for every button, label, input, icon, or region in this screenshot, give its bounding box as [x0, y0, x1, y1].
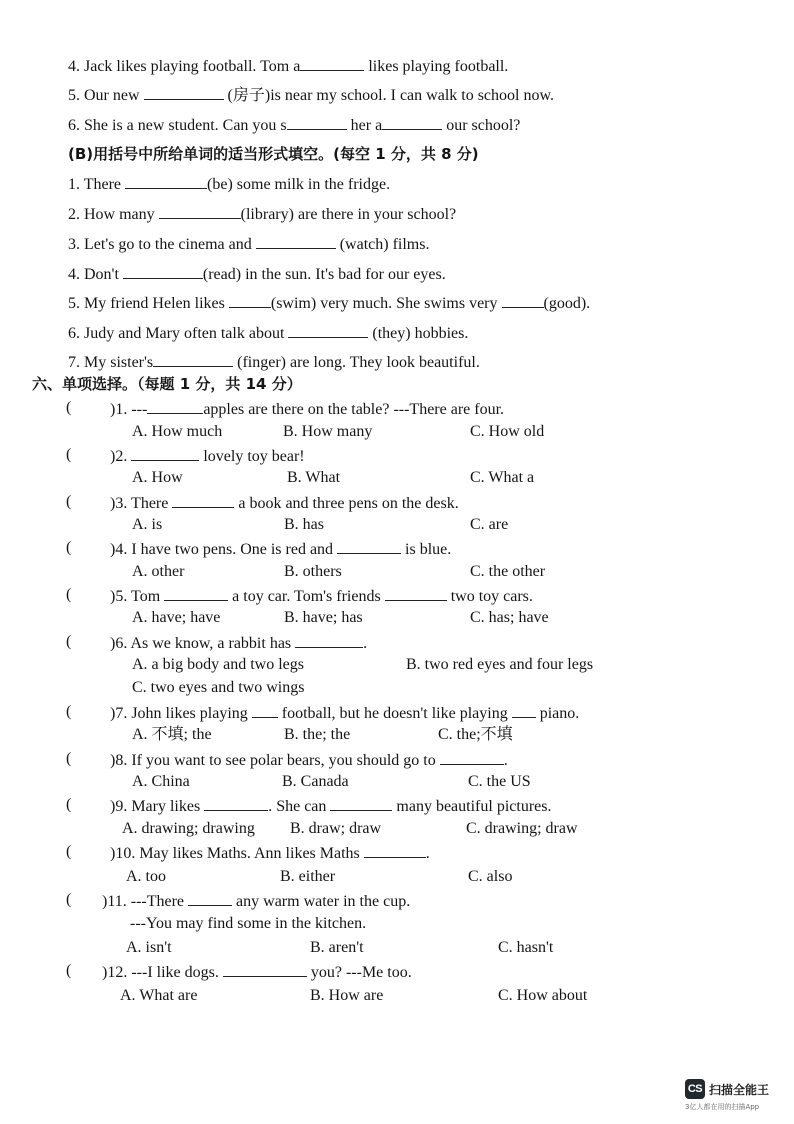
question-text: piano.: [535, 705, 580, 722]
answer-blank: [385, 585, 447, 601]
question-text: . She can: [268, 798, 331, 815]
question-2: [110, 445, 305, 467]
answer-blank: [188, 890, 232, 906]
question-12: [102, 961, 412, 983]
item-text: 4. Jack likes playing football. Tom a: [68, 58, 301, 75]
question-text: .: [363, 635, 368, 652]
answer-paren[interactable]: (: [66, 843, 72, 860]
answer-paren[interactable]: (: [66, 493, 72, 510]
option-b[interactable]: B. How many: [283, 423, 373, 440]
option-b[interactable]: B. draw; draw: [290, 820, 382, 837]
option-b[interactable]: B. What: [287, 469, 341, 486]
question-text: )9. Mary likes: [110, 798, 205, 815]
answer-blank: [295, 632, 363, 648]
part-b-heading: (B)用括号中所给单词的适当形式填空。(每空 1 分，共 8 分): [68, 145, 479, 163]
question-text: many beautiful pictures.: [392, 798, 552, 815]
answer-paren[interactable]: (: [66, 399, 72, 416]
option-c[interactable]: C. hasn't: [498, 939, 554, 956]
item-text: 5. My friend Helen likes: [68, 295, 229, 312]
part-b-item-4: [68, 263, 446, 285]
item-text: (swim) very much. She swims very: [270, 295, 502, 312]
question-text: you? ---Me too.: [306, 964, 412, 981]
item-text: (watch) films.: [335, 236, 430, 253]
option-a[interactable]: A. What are: [120, 987, 198, 1004]
question-text: a toy car. Tom's friends: [228, 588, 385, 605]
question-text: any warm water in the cup.: [232, 893, 411, 910]
option-a[interactable]: A. isn't: [126, 939, 172, 956]
answer-blank: [440, 749, 504, 765]
item-text: (finger) are long. They look beautiful.: [233, 354, 480, 371]
question-text: apples are there on the table? ---There are four.: [203, 401, 505, 418]
question-5: [110, 585, 533, 607]
option-b[interactable]: B. have; has: [284, 609, 363, 626]
answer-blank[interactable]: [288, 322, 368, 338]
option-b[interactable]: B. the; the: [284, 726, 351, 743]
option-c[interactable]: C. has; have: [470, 609, 549, 626]
part-b-item-6: [68, 322, 468, 344]
question-text: .: [425, 845, 430, 862]
answer-blank: [512, 702, 536, 718]
part-b-item-3: [68, 233, 429, 255]
item-text: 6. Judy and Mary often talk about: [68, 325, 289, 342]
item-text: (good).: [543, 295, 591, 312]
answer-blank[interactable]: [382, 114, 442, 130]
item-text: 2. How many: [68, 206, 159, 223]
option-b[interactable]: B. others: [284, 563, 342, 580]
answer-blank: [147, 398, 203, 414]
scanner-watermark: [685, 1079, 769, 1099]
option-a[interactable]: A. have; have: [132, 609, 221, 626]
question-8: [110, 749, 508, 771]
part-b-item-7: [68, 351, 480, 373]
question-text: )1. ---: [110, 401, 148, 418]
question-text: .: [503, 752, 508, 769]
question-7: [110, 702, 579, 724]
part-a-item-6: [68, 114, 520, 136]
answer-blank: [223, 961, 307, 977]
question-text: )3. There: [110, 495, 173, 512]
question-text: )5. Tom: [110, 588, 165, 605]
answer-blank: [131, 445, 199, 461]
item-text: 3. Let's go to the cinema and: [68, 236, 256, 253]
part-b-item-2: [68, 203, 456, 225]
item-text: 7. My sister's: [68, 354, 154, 371]
item-text: (be) some milk in the fridge.: [207, 176, 391, 193]
option-b[interactable]: B. How are: [310, 987, 384, 1004]
option-b[interactable]: B. two red eyes and four legs: [406, 656, 594, 673]
answer-paren[interactable]: (: [66, 446, 72, 463]
answer-blank: [252, 702, 278, 718]
item-text: (they) hobbies.: [368, 325, 469, 342]
answer-blank: [330, 795, 392, 811]
item-text: our school?: [442, 117, 521, 134]
answer-paren[interactable]: (: [66, 633, 72, 650]
question-text: is blue.: [401, 541, 452, 558]
section-6-heading: 六、单项选择。（每题 1 分，共 14 分）: [32, 375, 302, 393]
option-a[interactable]: A. China: [132, 773, 190, 790]
answer-blank[interactable]: [256, 233, 336, 249]
question-text: )2.: [110, 448, 132, 465]
option-a[interactable]: A. How: [132, 469, 183, 486]
option-b[interactable]: B. aren't: [310, 939, 364, 956]
item-text: her a: [346, 117, 383, 134]
option-a[interactable]: A. other: [132, 563, 185, 580]
option-c[interactable]: C. the other: [470, 563, 546, 580]
answer-blank[interactable]: [502, 292, 544, 308]
item-text: (房子)is near my school. I can walk to school now.: [223, 87, 554, 104]
answer-paren[interactable]: (: [66, 962, 72, 979]
answer-blank: [364, 842, 426, 858]
answer-blank[interactable]: [159, 203, 241, 219]
item-text: 6. She is a new student. Can you s: [68, 117, 287, 134]
answer-blank[interactable]: [144, 84, 224, 100]
answer-paren[interactable]: (: [66, 539, 72, 556]
option-c[interactable]: C. the;不填: [438, 726, 513, 743]
option-c[interactable]: C. are: [470, 516, 509, 533]
option-b[interactable]: B. either: [280, 868, 336, 885]
answer-blank[interactable]: [300, 55, 364, 71]
option-a[interactable]: A. drawing; drawing: [122, 820, 255, 837]
answer-blank: [337, 538, 401, 554]
option-c[interactable]: C. How about: [498, 987, 588, 1004]
option-a[interactable]: A. is: [132, 516, 163, 533]
question-text: lovely toy bear!: [199, 448, 305, 465]
question-9: [110, 795, 551, 817]
answer-paren[interactable]: (: [66, 796, 72, 813]
option-c[interactable]: C. the US: [468, 773, 531, 790]
part-a-item-4: [68, 55, 508, 77]
question-1: [110, 398, 504, 420]
answer-blank: [204, 795, 268, 811]
camscanner-logo-icon: CS: [685, 1079, 705, 1099]
answer-paren[interactable]: (: [66, 891, 72, 908]
answer-paren[interactable]: (: [66, 586, 72, 603]
answer-paren[interactable]: (: [66, 703, 72, 720]
answer-blank[interactable]: [123, 263, 203, 279]
watermark-name: 扫描全能王: [709, 1082, 770, 1097]
option-b[interactable]: B. has: [284, 516, 324, 533]
option-a[interactable]: A. a big body and two legs: [132, 656, 304, 673]
option-c[interactable]: C. What a: [470, 469, 535, 486]
question-11: [102, 890, 410, 912]
answer-paren[interactable]: (: [66, 750, 72, 767]
answer-blank[interactable]: [153, 351, 233, 367]
question-text: )6. As we know, a rabbit has: [110, 635, 296, 652]
question-4: [110, 538, 451, 560]
part-b-item-1: [68, 173, 390, 195]
item-text: likes playing football.: [364, 58, 509, 75]
question-3: [110, 492, 459, 514]
watermark-tagline: 3亿人都在用的扫描App: [685, 1103, 760, 1111]
question-text: )10. May likes Maths. Ann likes Maths: [110, 845, 364, 862]
answer-blank: [172, 492, 234, 508]
item-text: (library) are there in your school?: [240, 206, 457, 223]
question-text: a book and three pens on the desk.: [234, 495, 459, 512]
item-text: 5. Our new: [68, 87, 144, 104]
option-c[interactable]: C. also: [468, 868, 513, 885]
option-a[interactable]: A. How much: [132, 423, 223, 440]
option-b[interactable]: B. Canada: [282, 773, 349, 790]
item-text: 1. There: [68, 176, 126, 193]
part-b-item-5: [68, 292, 590, 314]
question-text: )7. John likes playing: [110, 705, 252, 722]
option-c[interactable]: C. How old: [470, 423, 545, 440]
answer-blank[interactable]: [125, 173, 207, 189]
question-text: )12. ---I like dogs.: [102, 964, 223, 981]
question-10: [110, 842, 430, 864]
part-a-item-5: [68, 84, 554, 106]
question-11-reply: ---You may find some in the kitchen.: [130, 915, 367, 932]
item-text: 4. Don't: [68, 266, 123, 283]
question-6: [110, 632, 367, 654]
question-text: )4. I have two pens. One is red and: [110, 541, 338, 558]
question-text: )11. ---There: [102, 893, 189, 910]
option-c[interactable]: C. drawing; draw: [466, 820, 578, 837]
answer-blank[interactable]: [229, 292, 271, 308]
option-a[interactable]: A. too: [126, 868, 166, 885]
question-text: )8. If you want to see polar bears, you should go to: [110, 752, 440, 769]
question-text: two toy cars.: [446, 588, 533, 605]
item-text: (read) in the sun. It's bad for our eyes.: [202, 266, 446, 283]
question-text: football, but he doesn't like playing: [277, 705, 512, 722]
option-a[interactable]: A. 不填; the: [132, 726, 212, 743]
answer-blank[interactable]: [287, 114, 347, 130]
option-c[interactable]: C. two eyes and two wings: [132, 679, 305, 696]
answer-blank: [164, 585, 228, 601]
